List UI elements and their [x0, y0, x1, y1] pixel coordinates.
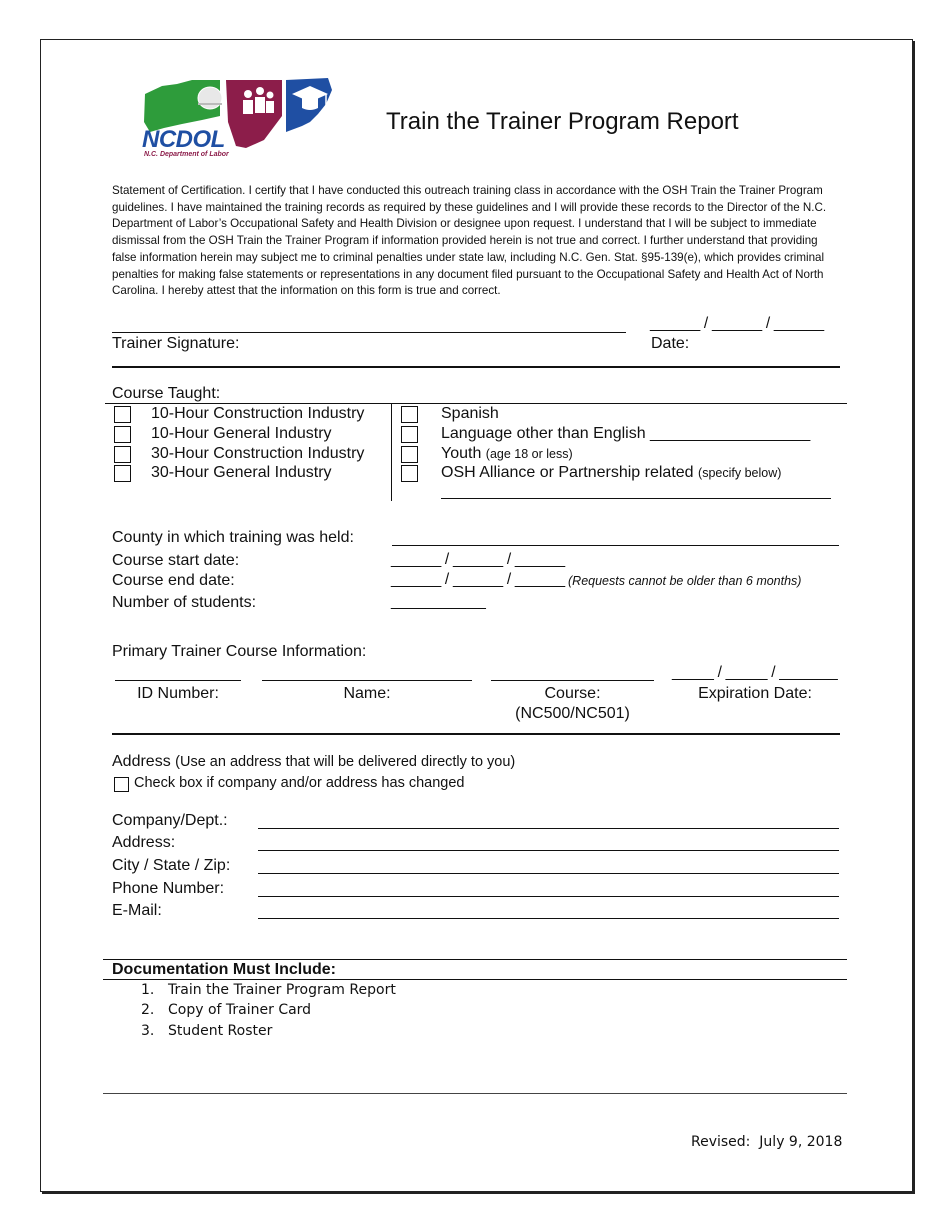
doc-item-num-1: 1. — [141, 982, 155, 998]
checkbox-alliance[interactable] — [401, 465, 418, 482]
id-number-line[interactable] — [115, 680, 241, 681]
option-language-other: Language other than English __________________ — [441, 425, 811, 442]
course-end-note: (Requests cannot be older than 6 months) — [568, 574, 802, 588]
doc-item-num-3: 3. — [141, 1023, 155, 1039]
email-line[interactable] — [258, 918, 839, 919]
county-line[interactable] — [392, 545, 839, 546]
city-state-zip-label: City / State / Zip: — [112, 857, 231, 874]
option-10hr-general: 10-Hour General Industry — [151, 425, 332, 442]
expiration-date-label: Expiration Date: — [698, 685, 812, 702]
phone-line[interactable] — [258, 896, 839, 897]
revised-date: Revised: July 9, 2018 — [691, 1134, 843, 1150]
company-line[interactable] — [258, 828, 839, 829]
county-label: County in which training was held: — [112, 529, 354, 546]
checkbox-30hr-construction[interactable] — [114, 446, 131, 463]
company-label: Company/Dept.: — [112, 812, 228, 829]
documentation-bottom-rule — [103, 979, 847, 980]
address-heading — [112, 753, 515, 771]
date-blank[interactable]: ______ / ______ / ______ — [650, 315, 824, 332]
option-youth — [441, 445, 573, 463]
doc-item-num-2: 2. — [141, 1002, 155, 1018]
trainer-signature-label: Trainer Signature: — [112, 335, 240, 352]
doc-item-3: Student Roster — [168, 1023, 273, 1039]
option-alliance-note: (specify below) — [698, 466, 782, 480]
address-label: Address: — [112, 834, 176, 851]
id-number-label: ID Number: — [137, 685, 219, 702]
course-sublabel: (NC500/NC501) — [515, 705, 630, 722]
course-line[interactable] — [491, 680, 654, 681]
option-alliance-label: OSH Alliance or Partnership related — [441, 464, 694, 481]
certification-statement: Statement of Certification. I certify that I have conducted this outreach training class in accordance with the OSH Train the Trainer Program guidelines. I have maintained the training records as required by these guidelines and I will provide these records to the Director of the N.C. Department of Labor’s Occupational Safety and Health Division or designee upon request. I understand that I will be subject to immediate dismissal from the OSH Train the Trainer Program if information provided herein is not true and correct. I further understand that providing false information herein may subject me to criminal penalties under state law, including N.C. Gen. Stat. §95-139(e), which provides criminal penalties for making false statements or representations in any document filed pursuant to the Occupational Safety and Health Act of North Carolina. I hereby attest that the information on this form is true and correct. — [112, 184, 827, 298]
address-line[interactable] — [258, 850, 839, 851]
section-divider-2 — [112, 733, 840, 735]
trainer-name-label: Name: — [343, 685, 391, 702]
phone-label: Phone Number: — [112, 880, 225, 897]
checkbox-10hr-general[interactable] — [114, 426, 131, 443]
course-start-label: Course start date: — [112, 552, 240, 569]
option-30hr-construction: 30-Hour Construction Industry — [151, 445, 365, 462]
documentation-heading: Documentation Must Include: — [112, 961, 336, 978]
checkbox-youth[interactable] — [401, 446, 418, 463]
doc-item-1: Train the Trainer Program Report — [168, 982, 396, 998]
course-column-divider — [391, 403, 392, 501]
ncdol-logo — [142, 76, 334, 160]
number-students-blank[interactable]: ___________ — [391, 593, 486, 610]
footer-rule — [103, 1093, 847, 1094]
course-label: Course: — [544, 685, 601, 702]
logo-brand-text: NCDOL — [142, 126, 225, 153]
course-taught-heading: Course Taught: — [112, 385, 221, 402]
checkbox-30hr-general[interactable] — [114, 465, 131, 482]
section-divider — [112, 366, 840, 368]
doc-item-2: Copy of Trainer Card — [168, 1002, 312, 1018]
address-heading-label: Address — [112, 753, 171, 770]
signature-line[interactable] — [112, 332, 626, 333]
address-changed-label: Check box if company and/or address has changed — [134, 775, 465, 791]
logo-subtitle: N.C. Department of Labor — [144, 151, 229, 158]
documentation-top-rule — [103, 959, 847, 960]
number-students-label: Number of students: — [112, 594, 257, 611]
email-label: E-Mail: — [112, 902, 162, 919]
course-table-top-rule — [105, 403, 847, 404]
address-heading-note: (Use an address that will be delivered directly to you) — [175, 754, 516, 770]
course-end-blank[interactable]: ______ / ______ / ______ — [391, 571, 565, 588]
option-youth-note: (age 18 or less) — [485, 447, 573, 461]
option-10hr-construction: 10-Hour Construction Industry — [151, 405, 365, 422]
checkbox-10hr-construction[interactable] — [114, 406, 131, 423]
checkbox-spanish[interactable] — [401, 406, 418, 423]
option-youth-label: Youth — [441, 445, 482, 462]
alliance-specify-line[interactable] — [441, 498, 831, 499]
primary-trainer-heading: Primary Trainer Course Information: — [112, 643, 367, 660]
checkbox-language-other[interactable] — [401, 426, 418, 443]
trainer-name-line[interactable] — [262, 680, 472, 681]
course-end-label: Course end date: — [112, 572, 235, 589]
date-label: Date: — [651, 335, 690, 352]
option-30hr-general: 30-Hour General Industry — [151, 464, 332, 481]
course-start-blank[interactable]: ______ / ______ / ______ — [391, 551, 565, 568]
option-spanish: Spanish — [441, 405, 499, 422]
city-state-zip-line[interactable] — [258, 873, 839, 874]
option-alliance — [441, 464, 781, 482]
address-changed-checkbox[interactable] — [114, 777, 129, 792]
expiration-date-blank[interactable]: _____ / _____ / _______ — [672, 664, 838, 681]
page-title: Train the Trainer Program Report — [386, 108, 739, 135]
